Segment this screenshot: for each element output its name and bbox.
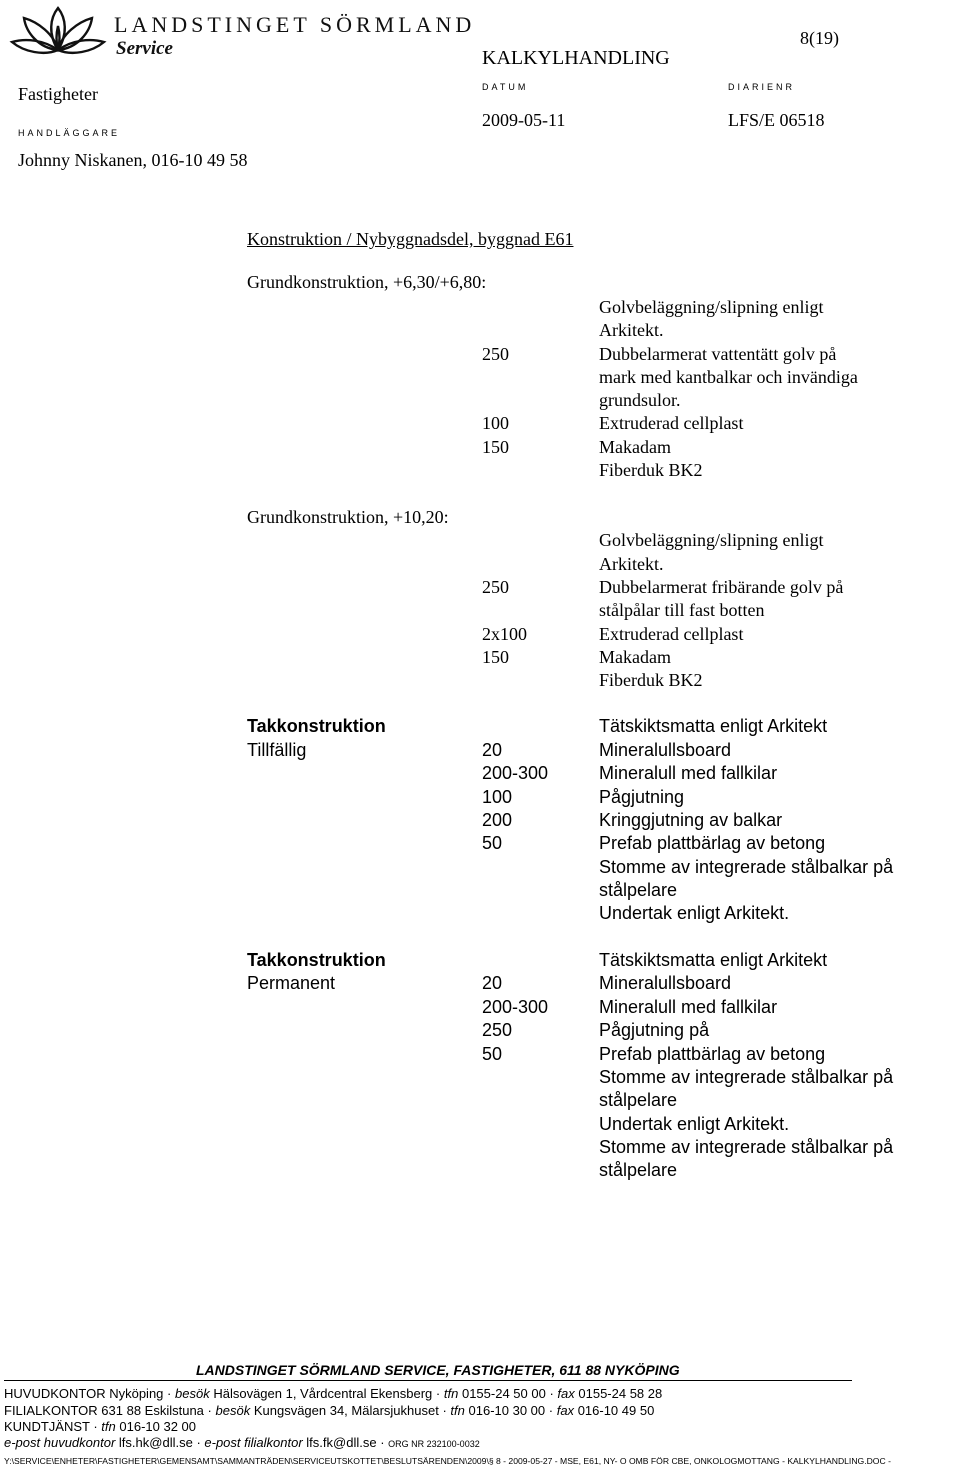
separator-dot-icon: · (196, 1435, 205, 1450)
footer-text: 0155-24 58 28 (578, 1386, 663, 1401)
file-path: Y:\SERVICE\ENHETER\FASTIGHETER\GEMENSAMT\SAMMANTRÄDEN\SERVICEUTSKOTTET\BESLUTSÄRENDEN\2009\§ 8 - 2009-05-27 - MSE, E61, NY- O OMB FÖR CBE, ONKOLOGMOTTANG - KALKYLHANDLING.DOC - (4, 1456, 891, 1466)
row-text: Arkitekt. (599, 554, 664, 574)
row-text: Pågjutning på (599, 1020, 710, 1040)
row-text: Undertak enligt Arkitekt. (599, 1114, 790, 1134)
row-text: Fiberduk BK2 (599, 460, 703, 480)
document-type: KALKYLHANDLING (482, 47, 670, 69)
separator-dot-icon: · (442, 1403, 451, 1418)
email-link[interactable]: lfs.hk@dll.se (118, 1435, 193, 1450)
footer-text: Kungsvägen 34, Mälarsjukhuset (253, 1403, 439, 1418)
row-text: Undertak enligt Arkitekt. (599, 903, 790, 923)
row-text: Stomme av integrerade stålbalkar på (599, 1137, 894, 1157)
row-number: 100 (482, 787, 513, 807)
row-text: Golvbeläggning/slipning enligt (599, 297, 824, 317)
org-number: ORG NR 232100-0032 (388, 1439, 480, 1449)
footer-text: fax (556, 1403, 575, 1418)
row-text: stålpålar till fast botten (599, 600, 765, 620)
separator-dot-icon: · (207, 1403, 216, 1418)
row-number: 250 (482, 344, 509, 364)
row-text: Mineralull med fallkilar (599, 997, 778, 1017)
row-text: Dubbelarmerat fribärande golv på (599, 577, 844, 597)
footer-text: Hälsovägen 1, Vårdcentral Ekensberg (213, 1386, 433, 1401)
handlaggare-value: Johnny Niskanen, 016-10 49 58 (18, 150, 248, 170)
footer-text: tfn (450, 1403, 465, 1418)
footer-text: KUNDTJÄNST (4, 1419, 90, 1434)
row-number: 250 (482, 1020, 513, 1040)
separator-dot-icon: · (167, 1386, 175, 1401)
page-number: 8(19) (800, 28, 839, 48)
section-heading: Takkonstruktion (247, 950, 386, 970)
separator-dot-icon: · (380, 1435, 389, 1450)
row-text: stålpelare (599, 880, 678, 900)
row-text: Kringgjutning av balkar (599, 810, 783, 830)
row-text: Makadam (599, 647, 671, 667)
row-text: Stomme av integrerade stålbalkar på (599, 857, 894, 877)
footer-rule (4, 1380, 852, 1381)
footer-text: 0155-24 50 00 (461, 1386, 546, 1401)
lily-logo-icon (8, 4, 108, 62)
diarienr-label: DIARIENR (728, 82, 796, 92)
footer-text: 016-10 49 50 (577, 1403, 655, 1418)
row-text: stålpelare (599, 1160, 678, 1180)
row-number: 100 (482, 413, 509, 433)
row-text: Pågjutning (599, 787, 685, 807)
section-heading: Grundkonstruktion, +10,20: (247, 507, 449, 527)
footer-title: LANDSTINGET SÖRMLAND SERVICE, FASTIGHETER, 611 88 NYKÖPING (196, 1362, 680, 1378)
diarienr-value: LFS/E 06518 (728, 110, 825, 130)
row-number: 150 (482, 647, 509, 667)
footer-line-epost (4, 1435, 480, 1450)
row-text: Prefab plattbärlag av betong (599, 833, 826, 853)
footer-line-kundtjanst (4, 1419, 196, 1434)
row-number: 150 (482, 437, 509, 457)
footer-text: besök (175, 1386, 210, 1401)
separator-dot-icon: · (435, 1386, 444, 1401)
row-text: Extruderad cellplast (599, 624, 744, 644)
row-number: 50 (482, 1044, 503, 1064)
row-text: Arkitekt. (599, 320, 664, 340)
separator-dot-icon: · (548, 1403, 557, 1418)
row-number: 200-300 (482, 997, 549, 1017)
row-label: Tillfällig (247, 740, 307, 760)
row-text: Prefab plattbärlag av betong (599, 1044, 826, 1064)
row-text: Mineralull med fallkilar (599, 763, 778, 783)
row-number: 200 (482, 810, 513, 830)
row-text: Golvbeläggning/slipning enligt (599, 530, 824, 550)
row-text: Mineralullsboard (599, 973, 732, 993)
row-label: Permanent (247, 973, 336, 993)
row-text: Stomme av integrerade stålbalkar på (599, 1067, 894, 1087)
section-title: Konstruktion / Nybyggnadsdel, byggnad E61 (247, 229, 574, 249)
row-number: 2x100 (482, 624, 527, 644)
footer-text: tfn (443, 1386, 459, 1401)
row-text: Tätskiktsmatta enligt Arkitekt (599, 950, 828, 970)
row-text: Extruderad cellplast (599, 413, 744, 433)
footer-text: fax (557, 1386, 575, 1401)
footer-text: tfn (101, 1419, 116, 1434)
row-number: 200-300 (482, 763, 549, 783)
footer-text: FILIALKONTOR 631 88 Eskilstuna (4, 1403, 204, 1418)
row-text: Mineralullsboard (599, 740, 732, 760)
separator-dot-icon: · (93, 1419, 102, 1434)
row-text: Makadam (599, 437, 671, 457)
row-number: 20 (482, 740, 503, 760)
logo (8, 4, 108, 62)
logo-subtitle: Service (116, 38, 173, 59)
row-number: 50 (482, 833, 503, 853)
footer-text: besök (215, 1403, 251, 1418)
footer-line-huvudkontor (4, 1386, 662, 1401)
section-heading: Grundkonstruktion, +6,30/+6,80: (247, 272, 487, 292)
footer-text: 016-10 30 00 (468, 1403, 546, 1418)
separator-dot-icon: · (549, 1386, 558, 1401)
row-text: mark med kantbalkar och invändiga (599, 367, 858, 387)
footer-text: e-post huvudkontor (4, 1435, 116, 1450)
footer-text: 016-10 32 00 (119, 1419, 197, 1434)
row-text: stålpelare (599, 1090, 678, 1110)
row-number: 250 (482, 577, 509, 597)
handlaggare-label: HANDLÄGGARE (18, 128, 121, 138)
logo-name: LANDSTINGET SÖRMLAND (114, 12, 476, 37)
datum-value: 2009-05-11 (482, 110, 566, 130)
footer-text: e-post filialkontor (204, 1435, 303, 1450)
row-text: Dubbelarmerat vattentätt golv på (599, 344, 837, 364)
section-heading: Takkonstruktion (247, 716, 386, 736)
row-text: Tätskiktsmatta enligt Arkitekt (599, 716, 828, 736)
datum-label: DATUM (482, 82, 529, 92)
department: Fastigheter (18, 84, 98, 104)
row-text: grundsulor. (599, 390, 681, 410)
row-text: Fiberduk BK2 (599, 670, 703, 690)
email-link[interactable]: lfs.fk@dll.se (306, 1435, 377, 1450)
footer-text: HUVUDKONTOR Nyköping (4, 1386, 164, 1401)
footer-line-filialkontor (4, 1403, 654, 1418)
row-number: 20 (482, 973, 503, 993)
